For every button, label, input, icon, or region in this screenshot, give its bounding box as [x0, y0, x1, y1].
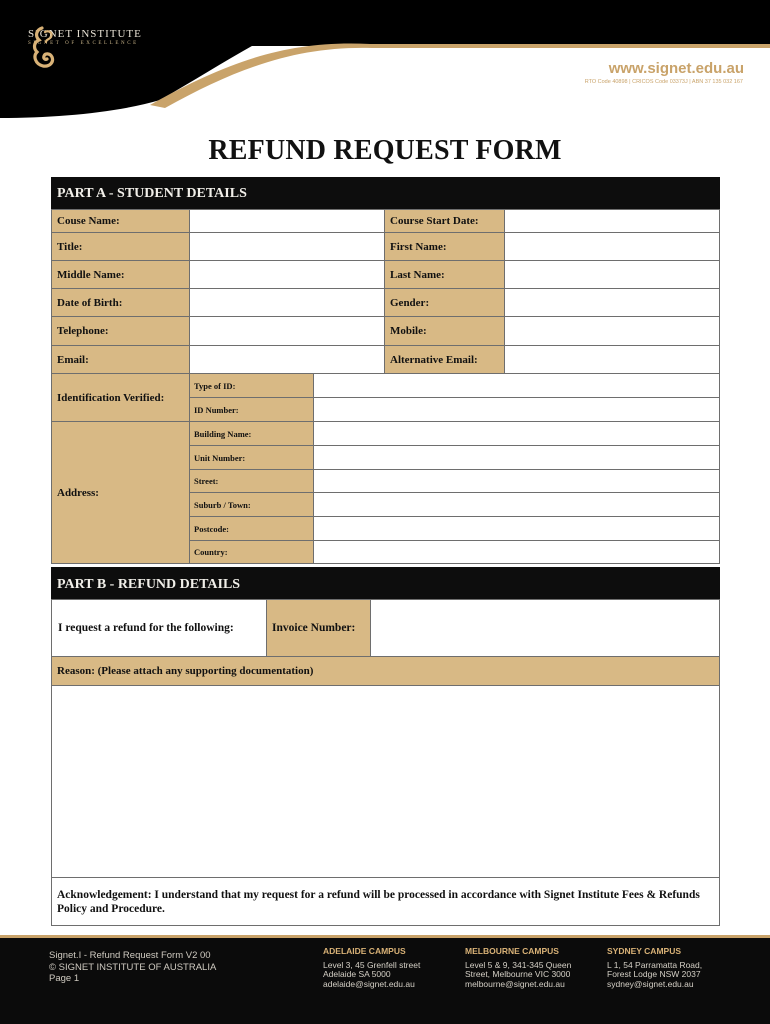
- id-number-field[interactable]: [313, 397, 720, 422]
- part-b-heading: PART B - REFUND DETAILS: [51, 567, 720, 600]
- title-field[interactable]: [189, 232, 385, 261]
- title-label: Title:: [51, 232, 190, 261]
- campus-name: ADELAIDE CAMPUS: [323, 946, 406, 956]
- gender-field[interactable]: [504, 288, 720, 317]
- campus-email[interactable]: melbourne@signet.edu.au: [465, 978, 565, 989]
- street-field[interactable]: [313, 469, 720, 493]
- signet-logo: [28, 26, 142, 98]
- campus-address-line: Street, Melbourne VIC 3000: [465, 969, 571, 979]
- acknowledgement-text: Acknowledgement: I understand that my request for a refund will be processed in accordance with Signet Institute Fees & Refunds Policy and Procedure.: [51, 877, 720, 926]
- invoice-number-label: Invoice Number:: [266, 599, 371, 657]
- document-info: [49, 950, 216, 985]
- unit-number-label: Unit Number:: [189, 445, 314, 470]
- page-footer: [0, 938, 770, 1024]
- page-number: Page 1: [49, 973, 80, 984]
- alternative-email-label: Alternative Email:: [384, 345, 505, 374]
- last-name-label: Last Name:: [384, 260, 505, 289]
- street-label: Street:: [189, 469, 314, 493]
- first-name-field[interactable]: [504, 232, 720, 261]
- campus-address-line: L 1, 54 Parramatta Road,: [607, 959, 703, 970]
- unit-number-field[interactable]: [313, 445, 720, 470]
- middle-name-label: Middle Name:: [51, 260, 190, 289]
- email-field[interactable]: [189, 345, 385, 374]
- campus-email[interactable]: sydney@signet.edu.au: [607, 978, 694, 989]
- date-of-birth-label: Date of Birth:: [51, 288, 190, 317]
- adelaide-campus: [323, 947, 420, 989]
- campus-address-line: Forest Lodge NSW 2037: [607, 969, 701, 979]
- email-label: Email:: [51, 345, 190, 374]
- type-of-id-field[interactable]: [313, 373, 720, 398]
- address-label: Address:: [51, 421, 190, 564]
- suburb-town-field[interactable]: [313, 492, 720, 517]
- alternative-email-field[interactable]: [504, 345, 720, 374]
- first-name-label: First Name:: [384, 232, 505, 261]
- postcode-label: Postcode:: [189, 516, 314, 541]
- telephone-field[interactable]: [189, 316, 385, 346]
- gender-label: Gender:: [384, 288, 505, 317]
- course-name-field[interactable]: [189, 209, 385, 233]
- type-of-id-label: Type of ID:: [189, 373, 314, 398]
- course-start-date-label: Course Start Date:: [384, 209, 505, 233]
- building-name-field[interactable]: [313, 421, 720, 446]
- campus-address-line: Adelaide SA 5000: [323, 969, 391, 979]
- reason-label: Reason: (Please attach any supporting documentation): [51, 656, 720, 686]
- country-field[interactable]: [313, 540, 720, 564]
- course-start-date-field[interactable]: [504, 209, 720, 233]
- copyright-text: © SIGNET INSTITUTE OF AUSTRALIA: [49, 961, 217, 973]
- campus-name: SYDNEY CAMPUS: [607, 946, 681, 956]
- mobile-field[interactable]: [504, 316, 720, 346]
- telephone-label: Telephone:: [51, 316, 190, 346]
- campus-email[interactable]: adelaide@signet.edu.au: [323, 978, 415, 989]
- middle-name-field[interactable]: [189, 260, 385, 289]
- page-header: [0, 0, 770, 118]
- course-name-label: Couse Name:: [51, 209, 190, 233]
- reason-textarea[interactable]: [51, 685, 720, 878]
- sydney-campus: [607, 947, 702, 989]
- website-link[interactable]: www.signet.edu.au: [608, 60, 744, 77]
- registration-codes: RTO Code 40898 | CRICOS Code 03373J | ABN 37 135 032 167: [584, 79, 743, 85]
- date-of-birth-field[interactable]: [189, 288, 385, 317]
- document-version: Signet.I - Refund Request Form V2 00: [49, 950, 211, 961]
- campus-address-line: Level 3, 45 Grenfell street: [323, 959, 421, 970]
- identification-verified-label: Identification Verified:: [51, 373, 190, 422]
- invoice-number-field[interactable]: [370, 599, 720, 657]
- building-name-label: Building Name:: [189, 421, 314, 446]
- suburb-town-label: Suburb / Town:: [189, 492, 314, 517]
- page-title: REFUND REQUEST FORM: [208, 135, 562, 166]
- logo-name: SIGNET INSTITUTE: [28, 28, 142, 40]
- logo-tagline: SIGNET OF EXCELLENCE: [28, 41, 139, 46]
- part-a-heading: PART A - STUDENT DETAILS: [51, 177, 720, 209]
- campus-name: MELBOURNE CAMPUS: [465, 946, 559, 956]
- id-number-label: ID Number:: [189, 397, 314, 422]
- last-name-field[interactable]: [504, 260, 720, 289]
- campus-address-line: Level 5 & 9, 341-345 Queen: [465, 959, 572, 970]
- country-label: Country:: [189, 540, 314, 564]
- refund-request-label: I request a refund for the following:: [51, 599, 267, 657]
- horse-emblem-icon: [28, 26, 58, 70]
- postcode-field[interactable]: [313, 516, 720, 541]
- mobile-label: Mobile:: [384, 316, 505, 346]
- melbourne-campus: [465, 947, 571, 989]
